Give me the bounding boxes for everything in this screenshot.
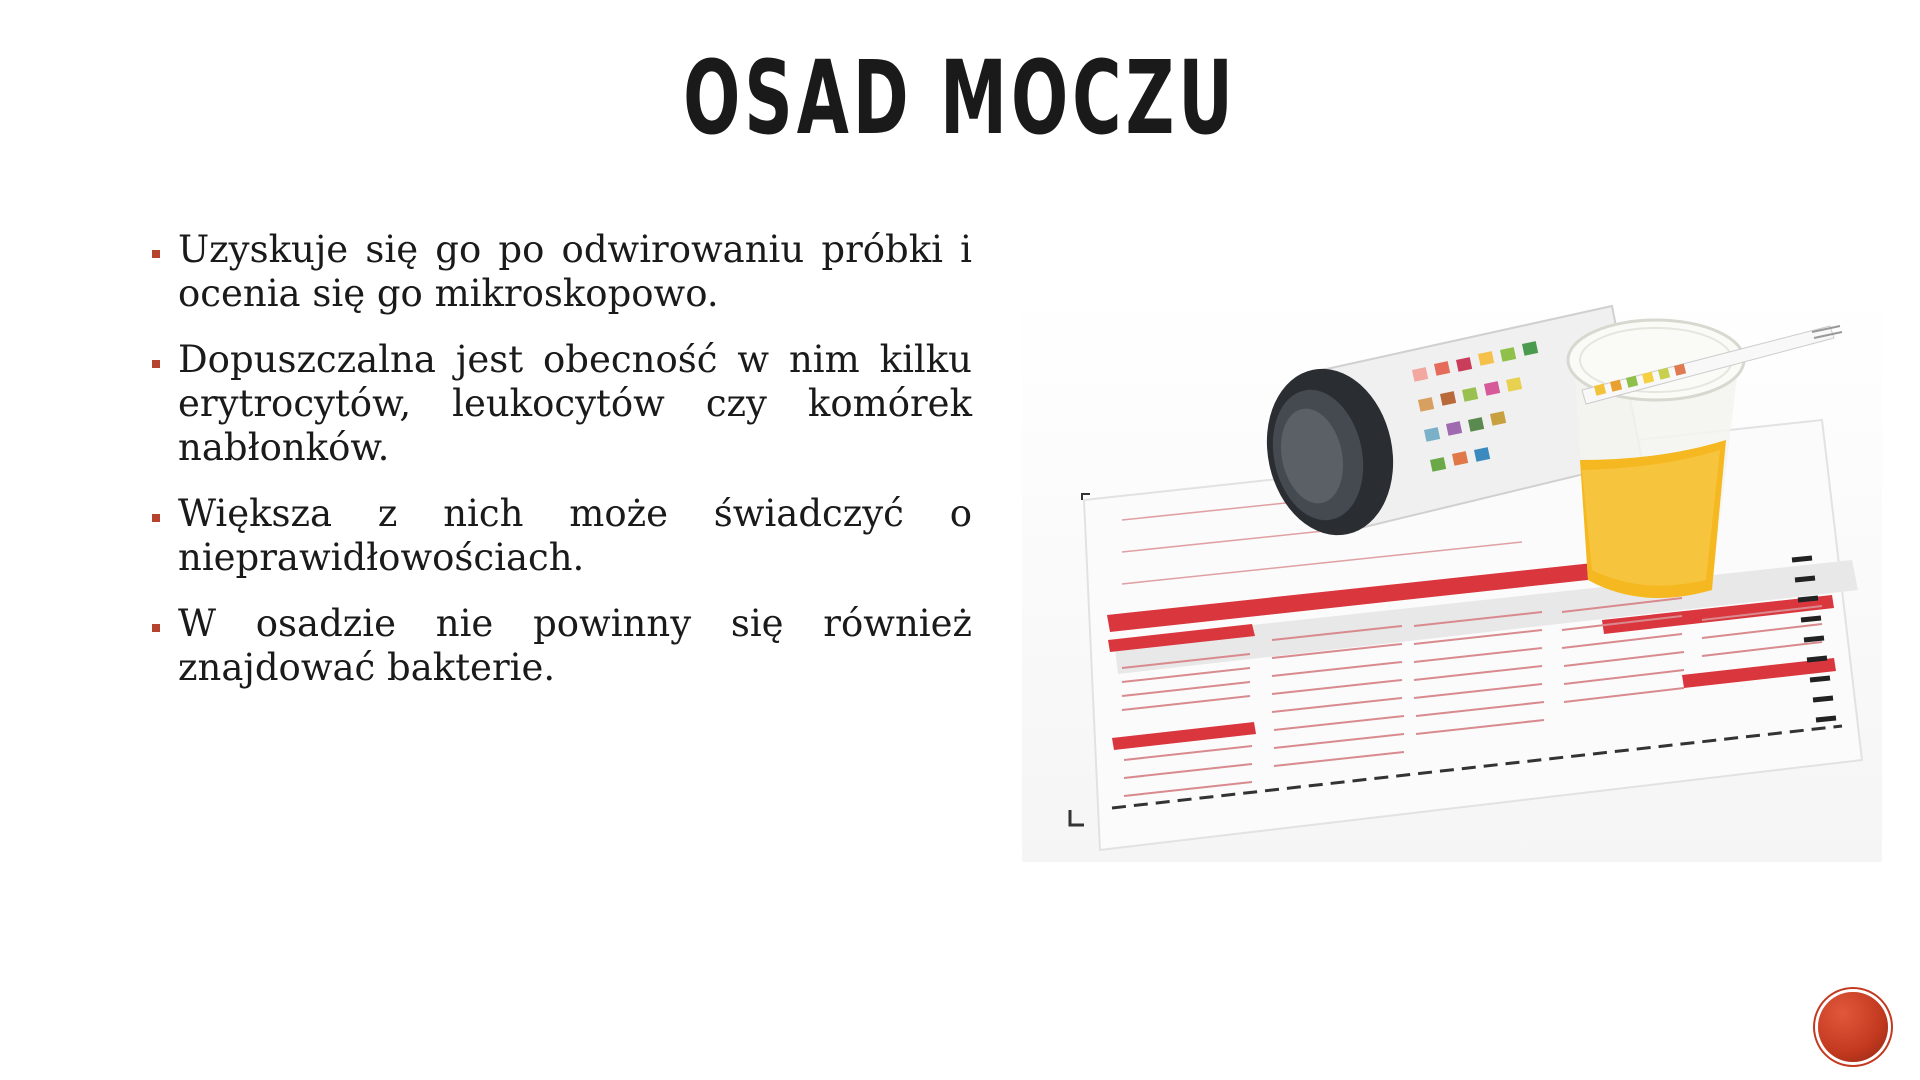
bullet-item [150,602,972,690]
urine-test-photo [1022,290,1882,862]
bullet-item [150,338,972,470]
bullet-text: W osadzie nie powinny się również znajdować bakterie. [178,602,972,689]
bullet-text: Dopuszczalna jest obecność w nim kilku erytrocytów, leukocytów czy komórek nabłonków. [178,338,972,469]
bullet-item [150,492,972,580]
bullet-list [150,228,972,712]
urine-test-illustration [1022,290,1882,862]
bullet-text: Uzyskuje się go po odwirowaniu próbki i ocenia się go mikroskopowo. [178,228,972,315]
square-bullet-icon [152,360,160,368]
square-bullet-icon [152,250,160,258]
bullet-item [150,228,972,316]
square-bullet-icon [152,624,160,632]
next-slide-button[interactable] [1818,992,1888,1062]
bullet-text: Większa z nich może świadczyć o nieprawidłowościach. [178,492,972,579]
slide-title: OSAD MOCZU [683,39,1237,158]
square-bullet-icon [152,514,160,522]
